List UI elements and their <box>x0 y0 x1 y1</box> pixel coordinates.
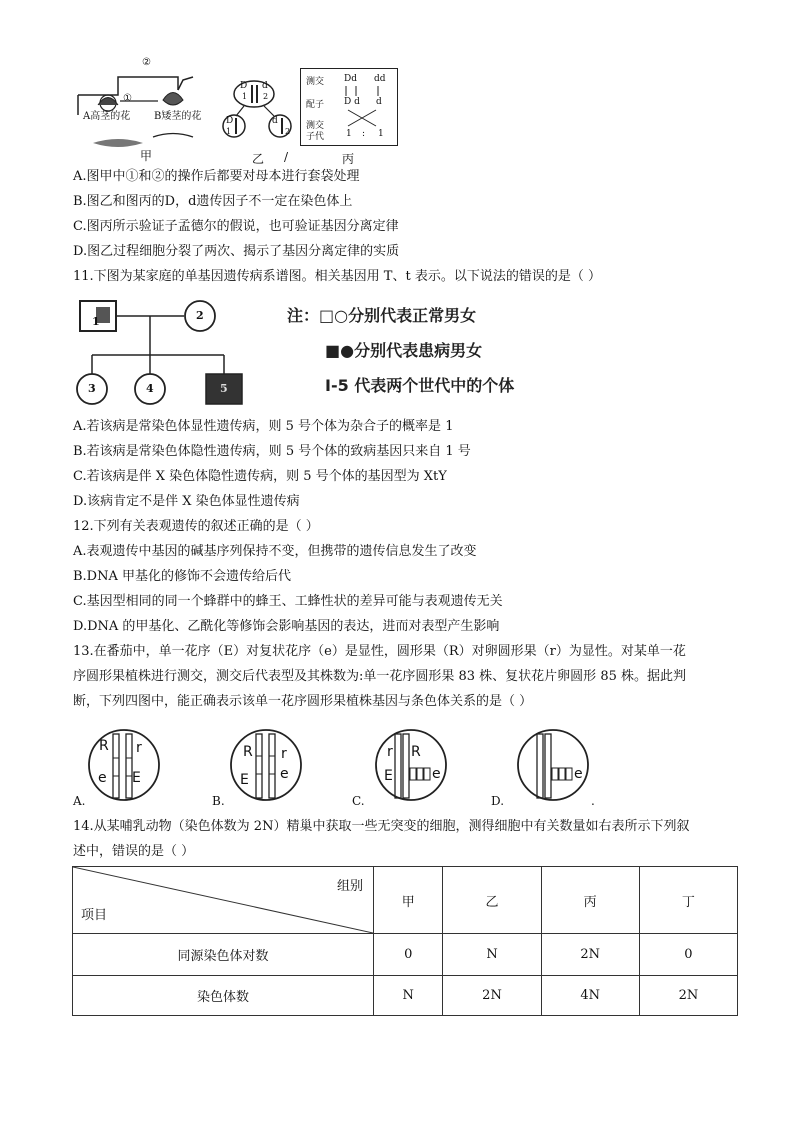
q13-option-a-label: A. <box>73 794 86 808</box>
q12-option-d: D.DNA 的甲基化、乙酰化等修饰会影响基因的表达，进而对表型产生影响 <box>73 619 500 634</box>
q10-option-b: B.图乙和图丙的D，d遗传因子不一定在染色体上 <box>73 194 353 209</box>
q14-stem-2: 述中，错误的是（ ） <box>73 844 195 859</box>
q13-option-d-dot: . <box>591 794 595 808</box>
col-header: 甲 <box>374 867 443 934</box>
individual-1: 1 <box>92 315 100 328</box>
q13-option-a-cell <box>84 728 164 802</box>
q13-option-c-cell <box>371 728 451 802</box>
gene-label: r <box>387 744 393 760</box>
diagonal-line <box>73 867 373 933</box>
gene-label: r <box>136 740 142 756</box>
gene-label: D <box>240 81 248 91</box>
individual-3: 3 <box>88 382 96 395</box>
mark-1: ① <box>123 93 132 104</box>
individual-4: 4 <box>146 382 154 395</box>
gene-label: d <box>272 116 278 126</box>
legend-line-3: Ⅰ-5 代表两个世代中的个体 <box>325 376 515 395</box>
table-cell: 2N <box>639 976 737 1016</box>
cell-outline <box>226 728 306 802</box>
q13-stem-1: 13.在番茄中，单一花序（E）对复状花序（e）是显性，圆形果（R）对卵圆形果（r）为显性。对某单一花 <box>73 644 686 659</box>
gene-label: R <box>99 738 109 754</box>
figure-jia-label: 甲 <box>140 149 153 163</box>
gene-label: E <box>384 768 393 784</box>
gene-label: E <box>132 770 141 786</box>
q12-option-c: C.基因型相同的同一个蜂群中的蜂王、工蜂性状的差异可能与表观遗传无关 <box>73 594 503 609</box>
table-cell: N <box>443 934 541 976</box>
q13-option-b-label: B. <box>212 794 225 808</box>
corner-top-label: 组别 <box>336 879 363 894</box>
gene-label: 1 <box>242 92 248 101</box>
gene-label: 1 <box>226 127 232 136</box>
q11-option-c: C.若该病是伴 X 染色体隐性遗传病，则 5 号个体的基因型为 XtY <box>73 469 447 484</box>
cell-outline <box>513 728 593 802</box>
row-label: 染色体数 <box>73 976 374 1016</box>
gene-label: R <box>243 744 253 760</box>
row-label: 测交 <box>306 121 325 131</box>
figure-bing-label: 丙 <box>342 152 355 166</box>
legend-line-1: 注：□○分别代表正常男女 <box>287 306 477 325</box>
col-header: 丙 <box>541 867 639 934</box>
gene-label: d <box>262 81 268 91</box>
figure-yi <box>222 78 302 168</box>
figure-jia <box>68 55 218 170</box>
row-label: 同源染色体对数 <box>73 934 374 976</box>
ratio-value: 1 <box>346 129 352 139</box>
q13-option-b-cell <box>226 728 306 802</box>
col-header: 乙 <box>443 867 541 934</box>
q12-option-a: A.表观遗传中基因的碱基序列保持不变，但携带的遗传信息发生了改变 <box>73 544 477 559</box>
gene-label: E <box>240 772 249 788</box>
individual-5: 5 <box>220 382 228 395</box>
q11-stem: 11.下图为某家庭的单基因遗传病系谱图。相关基因用 T、t 表示。以下说法的错误的是（ ） <box>73 269 601 284</box>
gene-label: R <box>411 744 421 760</box>
legend-line-2: ■●分别代表患病男女 <box>325 341 483 360</box>
gene-label: D <box>226 116 234 126</box>
q14-stem-1: 14.从某哺乳动物（染色体数为 2N）精巢中获取一些无突变的细胞，测得细胞中有关数量如右表所示下列叙 <box>73 819 690 834</box>
cell-outline <box>84 728 164 802</box>
gene-label: r <box>281 746 287 762</box>
table-cell: 4N <box>541 976 639 1016</box>
pedigree-lines <box>72 293 262 408</box>
pedigree-chart <box>72 293 262 408</box>
table-header-row <box>73 867 738 934</box>
table-corner-cell <box>73 867 374 934</box>
q10-option-d: D.图乙过程细胞分裂了两次、揭示了基因分离定律的实质 <box>73 244 400 259</box>
cell-outline <box>371 728 451 802</box>
q13-stem-2: 序圆形果植株进行测交，测交后代表型及其株数为:单一花序圆形果 83 株、复状花片卵圆形 85 株。据此判 <box>73 669 686 684</box>
gene-label: 2 <box>285 127 291 136</box>
gene-label-hidden <box>539 734 540 735</box>
q13-stem-3: 断，下列四图中，能正确表示该单一花序圆形果植株基因与条色体关系的是（ ） <box>73 694 533 709</box>
q10-option-c: C.图丙所示验证子孟德尔的假说，也可验证基因分离定律 <box>73 219 399 234</box>
individual-2: 2 <box>196 309 204 322</box>
col-header: 丁 <box>639 867 737 934</box>
gamete: d <box>376 97 382 107</box>
figure-bing <box>300 68 400 168</box>
q12-option-b: B.DNA 甲基化的修饰不会遗传给后代 <box>73 569 292 584</box>
genotype: Dd <box>344 74 357 84</box>
gamete-arrows <box>340 84 390 132</box>
cell-data-table <box>72 866 738 1016</box>
q13-option-d-cell <box>513 728 593 802</box>
mark-2: ② <box>142 57 151 68</box>
gamete: D d <box>344 97 360 107</box>
genotype: dd <box>374 74 386 84</box>
gene-label: 2 <box>263 92 269 101</box>
q10-option-a: A.图甲中①和②的操作后都要对母本进行套袋处理 <box>73 169 360 184</box>
gene-label: e <box>280 766 289 782</box>
table-cell: 0 <box>374 934 443 976</box>
row-label: 子代 <box>306 132 325 142</box>
gene-label: e <box>98 770 107 786</box>
flower-a-label: A高茎的花 <box>83 111 131 122</box>
figure-yi-label: 乙 <box>252 152 265 166</box>
gene-label: e <box>432 766 441 782</box>
table-cell: 0 <box>639 934 737 976</box>
ratio-sep: : <box>362 129 366 139</box>
table-cell: N <box>374 976 443 1016</box>
row-label: 测交 <box>306 77 325 87</box>
q13-option-d-label: D. <box>491 794 505 808</box>
q11-option-d: D.该病肯定不是伴 X 染色体显性遗传病 <box>73 494 300 509</box>
corner-bottom-label: 项目 <box>81 908 108 923</box>
q11-option-a: A.若该病是常染色体显性遗传病，则 5 号个体为杂合子的概率是 1 <box>73 419 454 434</box>
ratio-value: 1 <box>378 129 384 139</box>
table-cell: 2N <box>541 934 639 976</box>
q12-stem: 12.下列有关表观遗传的叙述正确的是（ ） <box>73 519 319 534</box>
flower-b-label: B矮茎的花 <box>154 111 202 122</box>
gene-label: e <box>574 766 583 782</box>
table-row <box>73 934 738 976</box>
slash-mark: / <box>284 150 289 164</box>
q13-option-c-label: C. <box>352 794 365 808</box>
table-cell: 2N <box>443 976 541 1016</box>
row-label: 配子 <box>306 100 325 110</box>
q11-option-b: B.若该病是常染色体隐性遗传病，则 5 号个体的致病基因只来自 1 号 <box>73 444 471 459</box>
table-row <box>73 976 738 1016</box>
